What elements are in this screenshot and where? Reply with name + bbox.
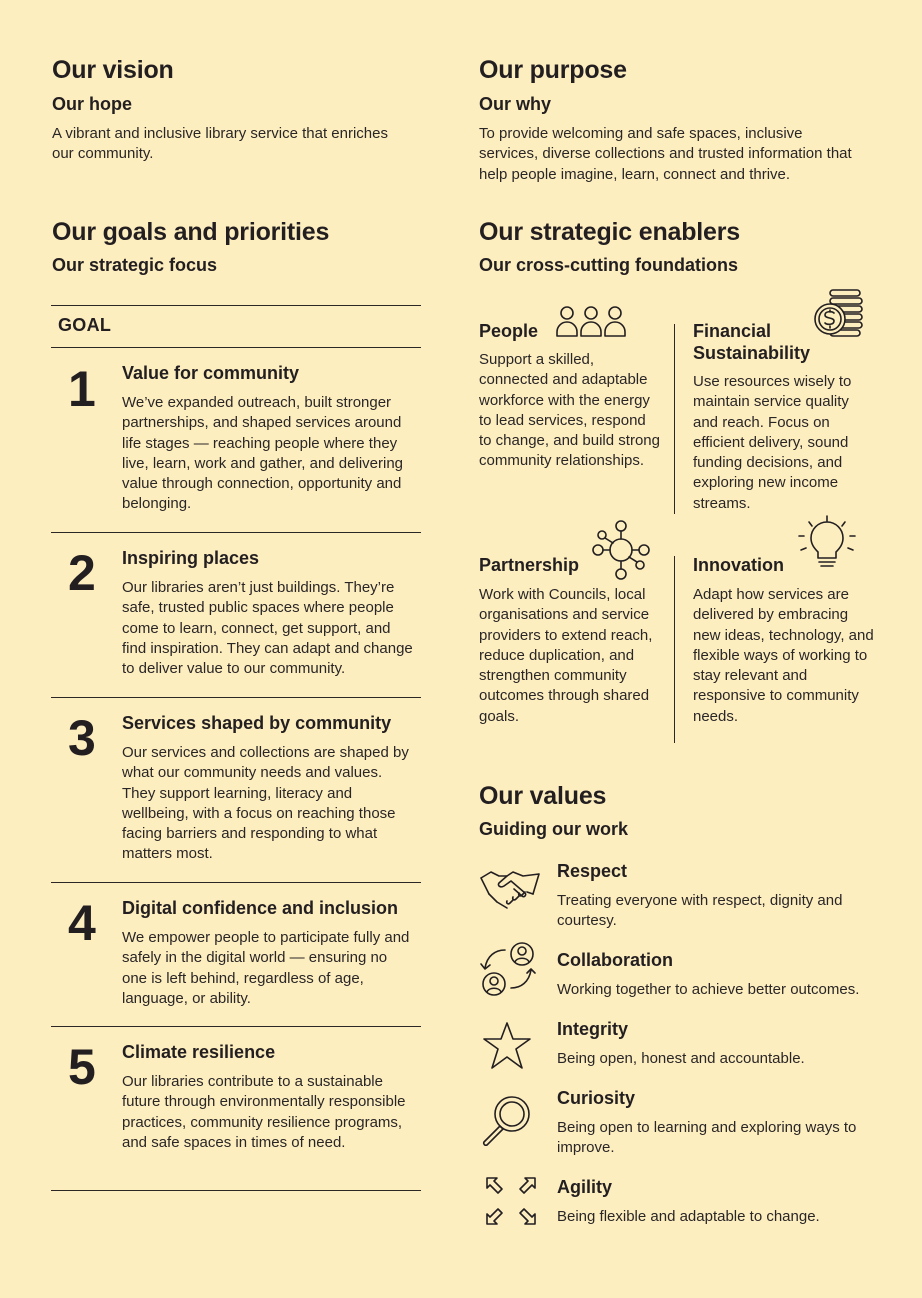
value-text: Working together to achieve better outcomes. <box>557 981 860 998</box>
value-title: Agility <box>557 1177 613 1197</box>
network-icon <box>591 520 651 580</box>
handshake-icon <box>479 866 541 912</box>
goal-text: Our libraries aren’t just buildings. They’re safe, trusted public spaces where people come to learn, connect, get support, and find inspiration. They can adapt and change to deliver value to our community. <box>122 579 413 678</box>
enabler-title: People <box>479 321 539 341</box>
divider <box>51 882 421 883</box>
enabler-title: Financial Sustainability <box>693 321 811 363</box>
value-title: Collaboration <box>557 950 673 970</box>
goal-title: Inspiring places <box>122 548 260 568</box>
value-text: Being flexible and adaptable to change. <box>557 1208 820 1225</box>
star-icon <box>481 1020 533 1072</box>
goal-column-header: GOAL <box>58 315 112 335</box>
enablers-title: Our strategic enablers <box>479 218 740 246</box>
goal-text: Our services and collections are shaped by what our community needs and values. They support learning, literacy and wellbeing, with a focus on reaching those facing barriers and responding to what matters most. <box>122 744 409 863</box>
value-title: Curiosity <box>557 1088 636 1108</box>
goals-subtitle: Our strategic focus <box>52 255 218 275</box>
goal-number: 3 <box>68 710 96 766</box>
goal-title: Climate resilience <box>122 1042 276 1062</box>
divider <box>51 1190 421 1191</box>
magnifier-icon <box>480 1094 532 1146</box>
value-text: Being open to learning and exploring ways to improve. <box>557 1119 857 1157</box>
divider <box>51 347 421 348</box>
goal-number: 2 <box>68 545 96 601</box>
value-title: Respect <box>557 861 628 881</box>
goal-number: 5 <box>68 1039 96 1095</box>
purpose-title: Our purpose <box>479 56 627 84</box>
goal-text: We empower people to participate fully and safely in the digital world — ensuring no one is left behind, regardless of age, language, or ability. <box>122 929 410 1007</box>
goal-number: 4 <box>68 895 96 951</box>
arrows-icon <box>484 1175 538 1227</box>
collaboration-icon <box>479 940 537 998</box>
purpose-subtitle: Our why <box>479 94 552 114</box>
value-title: Integrity <box>557 1019 629 1039</box>
enabler-text: Use resources wisely to maintain service quality and reach. Focus on efficient delivery, sound funding decisions, and exploring new income streams. <box>693 373 852 512</box>
divider <box>51 532 421 533</box>
enabler-title: Innovation <box>693 555 784 575</box>
enabler-text: Adapt how services are delivered by embracing new ideas, technology, and flexible ways of working to stay relevant and responsive to community needs. <box>693 586 874 725</box>
goals-title: Our goals and priorities <box>52 218 330 246</box>
divider <box>674 556 675 743</box>
purpose-text: To provide welcoming and safe spaces, inclusive services, diverse collections and trusted information that help people imagine, learn, connect and thrive. <box>479 125 852 183</box>
value-text: Treating everyone with respect, dignity and courtesy. <box>557 892 843 930</box>
goal-number: 1 <box>68 361 96 417</box>
divider <box>51 305 421 306</box>
vision-subtitle: Our hope <box>52 94 132 114</box>
divider <box>51 1026 421 1027</box>
values-title: Our values <box>479 782 607 810</box>
lightbulb-icon <box>797 514 857 570</box>
divider <box>51 697 421 698</box>
people-icon <box>555 304 627 338</box>
enabler-text: Support a skilled, connected and adaptable workforce with the energy to lead services, respond to change, and build strong community relationships. <box>479 351 660 470</box>
goal-text: We’ve expanded outreach, built stronger partnerships, and shaped services around life stages — reaching people where they live, learn, work and gather, and delivering value through connection, opportunity and belonging. <box>122 394 404 513</box>
vision-title: Our vision <box>52 56 174 84</box>
goal-title: Digital confidence and inclusion <box>122 898 399 918</box>
enablers-subtitle: Our cross-cutting foundations <box>479 255 738 275</box>
divider <box>674 324 675 514</box>
coins-icon <box>812 288 864 338</box>
enabler-title: Partnership <box>479 555 580 575</box>
vision-text: A vibrant and inclusive library service that enriches our community. <box>52 125 388 163</box>
goal-text: Our libraries contribute to a sustainable future through environmentally responsible practices, community resilience programs, and safe spaces in times of need. <box>122 1073 406 1151</box>
goal-title: Services shaped by community <box>122 713 392 733</box>
enabler-text: Work with Councils, local organisations and service providers to extend reach, reduce duplication, and strengthen community outcomes through shared goals. <box>479 586 653 725</box>
goal-title: Value for community <box>122 363 300 383</box>
value-text: Being open, honest and accountable. <box>557 1050 805 1067</box>
values-subtitle: Guiding our work <box>479 819 628 839</box>
